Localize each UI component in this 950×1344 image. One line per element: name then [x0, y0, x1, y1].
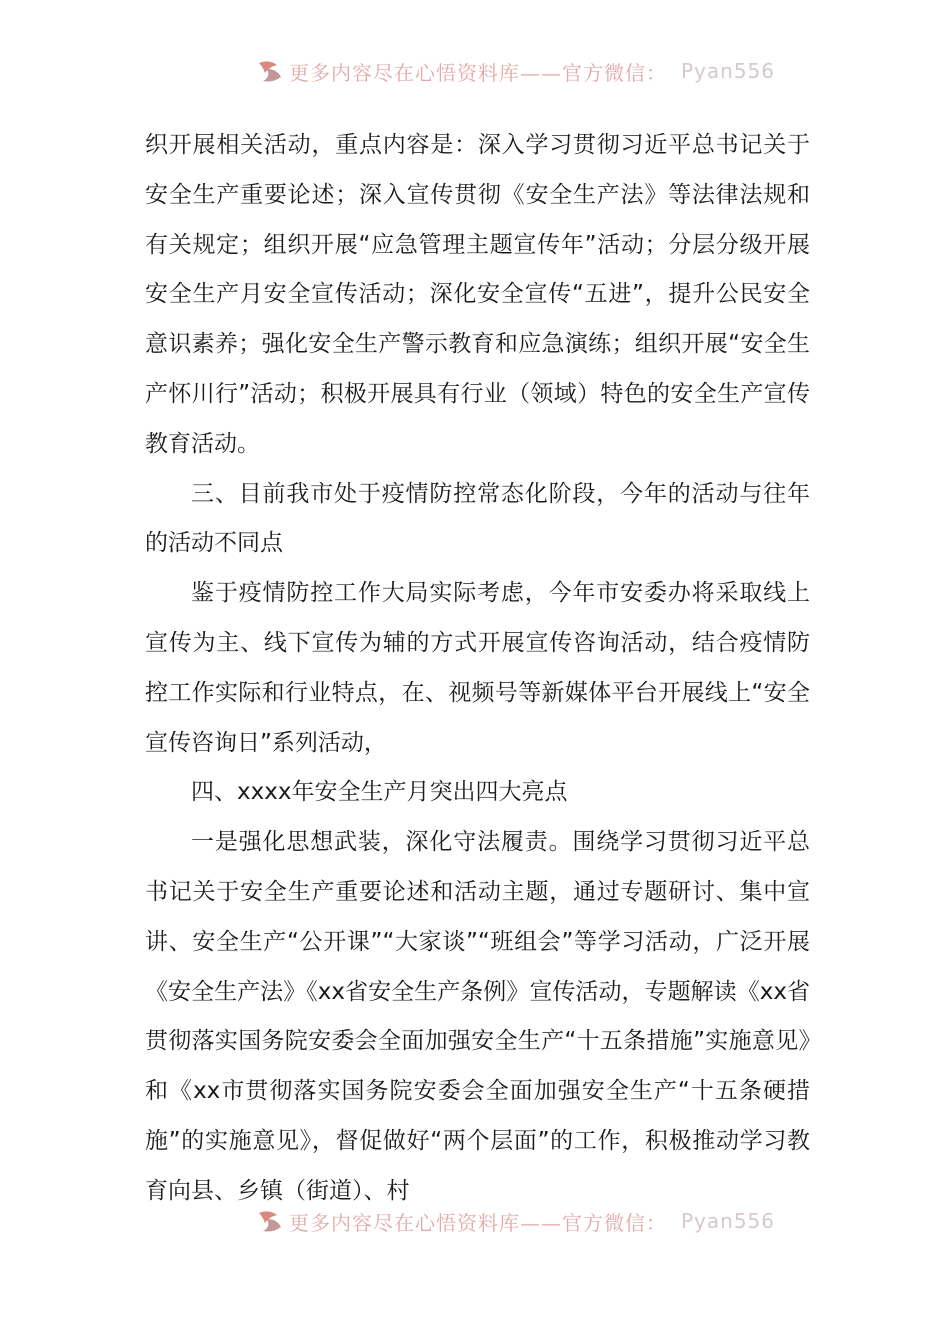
- header-watermark: [255, 56, 775, 86]
- paragraph: 一是强化思想武装，深化守法履责。围绕学习贯彻习近平总书记关于安全生产重要论述和活动主题，通过专题研讨、集中宣讲、安全生产“公开课”“大家谈”“班组会”等学习活动，广泛开展《安全生产法》《xx省安全生产条例》宣传活动，专题解读《xx省贯彻落实国务院安委会全面加强安全生产“十五条措施”实施意见》和《xx市贯彻落实国务院安委会全面加强安全生产“十五条硬措施”的实施意见》，督促做好“两个层面”的工作，积极推动学习教育向县、乡镇（街道）、村: [145, 829, 810, 1204]
- watermark-id: Pyan556: [681, 1209, 776, 1233]
- document-body: [145, 121, 810, 1217]
- paragraph-continued: 织开展相关活动，重点内容是：深入学习贯彻习近平总书记关于安全生产重要论述；深入宣传贯彻《安全生产法》等法律法规和有关规定；组织开展“应急管理主题宣传年”活动；分层分级开展安全生产月安全宣传活动；深化安全宣传“五进”，提升公民安全意识素养；强化安全生产警示教育和应急演练；组织开展“安全生产怀川行”活动；积极开展具有行业（领域）特色的安全生产宣传教育活动。: [145, 132, 810, 457]
- section-heading-3: 三、目前我市处于疫情防控常态化阶段，今年的活动与往年的活动不同点: [145, 480, 810, 557]
- watermark-text: 更多内容尽在心悟资料库——官方微信：: [289, 1210, 667, 1235]
- brand-logo-icon: [255, 1207, 285, 1235]
- footer-watermark: [255, 1206, 775, 1236]
- watermark-text: 更多内容尽在心悟资料库——官方微信：: [289, 60, 667, 85]
- brand-logo-icon: [255, 57, 285, 85]
- watermark-id: Pyan556: [681, 59, 776, 83]
- paragraph: 鉴于疫情防控工作大局实际考虑，今年市安委办将采取线上宣传为主、线下宣传为辅的方式开展宣传咨询活动，结合疫情防控工作实际和行业特点，在、视频号等新媒体平台开展线上“安全宣传咨询日”系列活动，: [145, 580, 810, 756]
- section-heading-4: 四、xxxx年安全生产月突出四大亮点: [191, 779, 568, 806]
